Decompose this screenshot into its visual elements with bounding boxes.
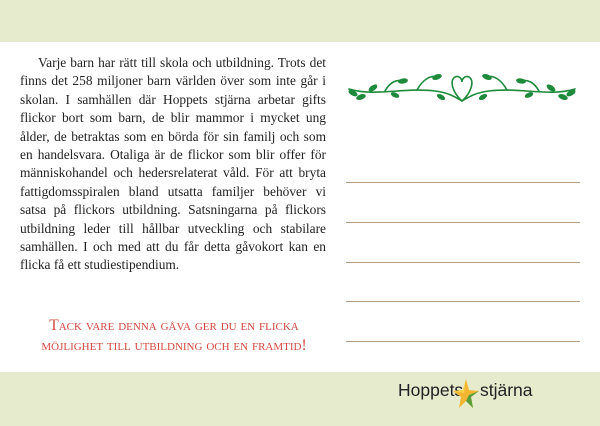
vine-heart-ornament-icon: [345, 67, 579, 107]
write-line-3: [346, 262, 580, 263]
write-line-4: [346, 301, 580, 302]
gift-card-body: [0, 42, 600, 372]
star-logo-icon: [452, 377, 480, 411]
write-line-5: [346, 341, 580, 342]
message-text: [20, 54, 326, 275]
logo-word-hoppets: Hoppets: [398, 380, 464, 400]
logo-word-stjarna: stjärna: [480, 380, 533, 400]
message-paragraph: Varje barn har rätt till skola och utbildning. Trots det finns det 258 miljoner barn världen över som inte går i skolan. I samhällen där Hoppets stjärna arbetar gifts flickor bort som barn, de blir mammor i mycket ung ålder, de betraktas som en börda för sin familj och som en handelsvara. Otaliga är de flickor som blir offer för människohandel och hedersrelaterat våld. För att bryta fattigdomsspiralen bland utsatta familjer behöver vi satsa på flickors utbildning. Satsningarna på flickors utbildning leder till hållbar utveckling och stabilare samhällen. I och med att du får detta gåvokort kan en flicka få ett studiestipendium.: [20, 55, 326, 273]
hoppets-stjarna-logo: [398, 377, 568, 413]
write-line-1: [346, 182, 580, 183]
write-line-2: [346, 222, 580, 223]
slogan: Tack vare denna gåva ger du en flicka möjlighet till utbildning och en framtid!: [41, 317, 307, 354]
